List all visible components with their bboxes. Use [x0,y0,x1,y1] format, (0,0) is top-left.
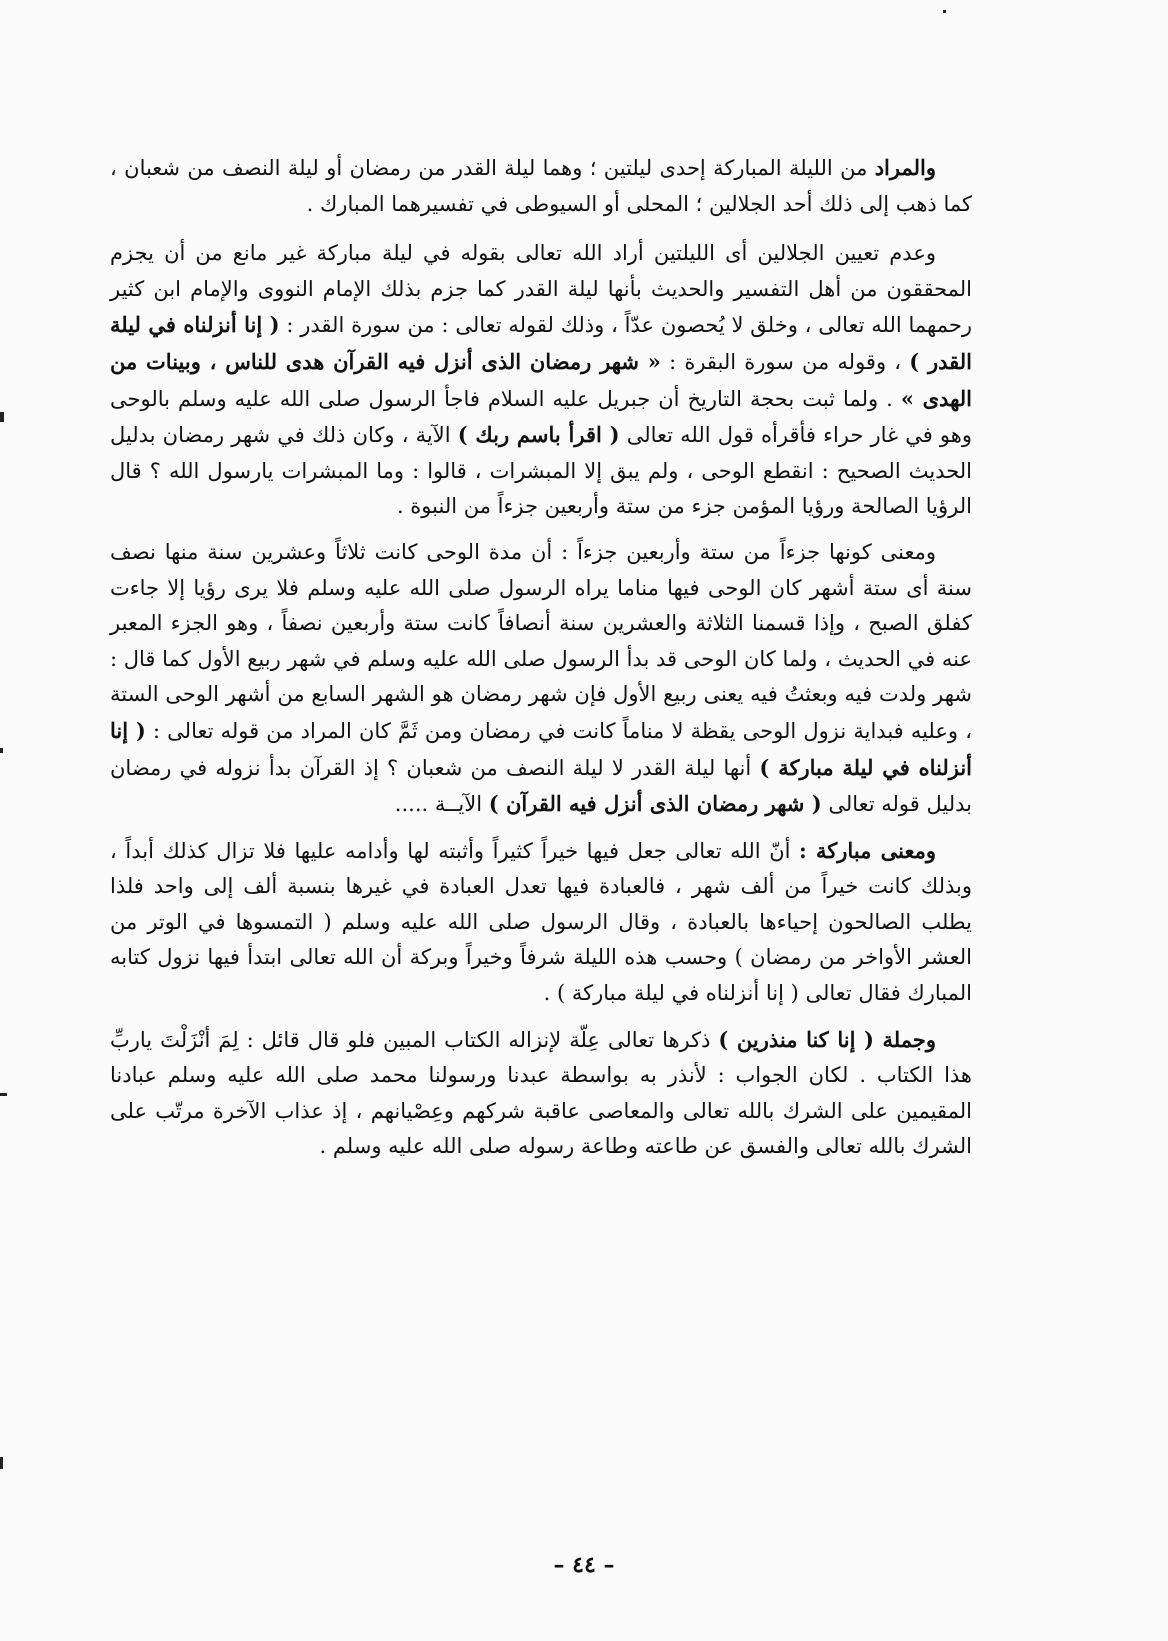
scan-mark [0,748,3,753]
paragraph-text: الآيــة ..... [394,792,489,817]
paragraph-text: ذكرها تعالى عِلّة لإنزاله الكتاب المبين فلو قال قائل : لِمَ أنْزَلْتَ ياربِّ هذا الكتاب . لكان الجواب : لأنذر به بواسطة عبدنا ورسولنا محمد صلى الله عليه وسلم عبادنا المقيمين على الشرك بالله تعالى والمعاصى عاقبة شركهم وعِصْيانهم ، إذ عذاب الآخرة مرتّب على الشرك بالله تعالى والفسق عن طاعته وطاعة رسوله صلى الله عليه وسلم . [110,1027,972,1159]
paragraph-text: أنّ الله تعالى جعل فيها خيراً كثيراً وأثبته لها وأدامه عليها فلا تزال كذلك أبداً ، وبذلك كانت خيراً من ألف شهر ، فالعبادة فيها تعدل العبادة في غيرها بنسبة ألف إلى واحد فلذا يطلب الصالحون إحياءها بالعبادة ، وقال الرسول صلى الله عليه وسلم ( التمسوها في الوتر من العشر الأواخر من رمضان ) وحسب هذه الليلة شرفاً وخيراً وبركة أن الله تعالى ابتدأ فيها نزول كتابه المبارك فقال تعالى ( إنا أنزلناه في ليلة مباركة ) . [110,838,972,1006]
page-number: – ٤٤ – [553,1552,615,1578]
paragraph-text: وعدم تعيين الجلالين أى الليلتين أراد الله تعالى بقوله في ليلة مباركة غير مانع من أن يجزم المحققون من أهل التفسير والحديث بأنها ليلة القدر كما جزم بذلك الإمام النووى والإمام ابن كثير رحمهما الله تعالى ، وخلق لا يُحصون عدّاً ، وذلك لقوله تعالى : من سورة القدر : [110,241,972,338]
paragraph-4 [110,833,972,1012]
quran-verse: ( إنا أنزلناه في ليلة مباركة ) [110,717,973,780]
paragraph-1 [110,150,972,222]
scan-mark [0,1093,7,1096]
quran-verse: « شهر رمضان الذى أنزل فيه القرآن هدى للناس ، وبينات من الهدى » [110,348,972,411]
scan-mark [943,10,946,13]
paragraph-3 [110,535,972,823]
paragraph-text: أنها ليلة القدر لا ليلة النصف من شعبان ؟ إذ القرآن بدأ نزوله في رمضان بدليل قوله تعالى [110,755,972,817]
paragraph-text: ، وقوله من سورة البقرة : [660,349,910,374]
paragraph-text: ومعنى كونها جزءاً من ستة وأربعين جزءاً : أن مدة الوحى كانت ثلاثاً وعشرين سنة منها نصف سنة أى ستة أشهر كان الوحى فيها مناما يراه الرسول صلى الله عليه وسلم فلا يرى رؤيا إلا جاءت كفلق الصبح ، وإذا قسمنا الثلاثة والعشرين سنة أنصافاً كانت ستة وأربعين نصفاً ، وهو الجزء المعبر عنه في الحديث ، ولما كان الوحى قد بدأ الرسول صلى الله عليه وسلم في شهر ربيع الأول كما قال : شهر ولدت فيه وبعثتُ فيه يعنى ربيع الأول فإن شهر رمضان هو الشهر السابع من أشهر الوحى الستة ، وعليه فبداية نزول الوحى يقظة لا مناماً كانت في رمضان ومن ثَمَّ كان المراد من قوله تعالى : [110,539,972,743]
scan-mark [0,412,4,422]
page-body [110,150,972,1175]
quran-verse: ( شهر رمضان الذى أنزل فيه القرآن ) [488,791,822,817]
lead-term: وجملة ( إنا كنا منذرين ) [718,1026,936,1052]
quran-verse: ( اقرأ باسم ربك ) [457,422,620,448]
scan-mark [0,1457,3,1469]
paragraph-text: الآية ، وكان ذلك في شهر رمضان بدليل الحديث الصحيح : انقطع الوحى ، ولم يبق إلا المبشرات ، قالوا : وما المبشرات يارسول الله ؟ قال الرؤيا الصالحة ورؤيا المؤمن جزء من ستة وأربعين جزءاً من النبوة . [110,423,972,519]
paragraph-text: من الليلة المباركة إحدى ليلتين ؛ وهما ليلة القدر من رمضان أو ليلة النصف من شعبان ، كما ذهب إلى ذلك أحد الجلالين ؛ المحلى أو السيوطى في تفسيرهما المبارك . [110,156,972,216]
quran-verse: ( إنا أنزلناه في ليلة القدر ) [110,312,972,374]
paragraph-text: . ولما ثبت بحجة التاريخ أن جبريل عليه السلام فاجأ الرسول صلى الله عليه وسلم بالوحى وهو في غار حراء فأقرأه قول الله تعالى [110,386,972,448]
paragraph-5 [110,1022,972,1165]
lead-term: والمراد [874,155,936,180]
lead-term: ومعنى مباركة : [799,837,936,863]
paragraph-2 [110,236,972,525]
